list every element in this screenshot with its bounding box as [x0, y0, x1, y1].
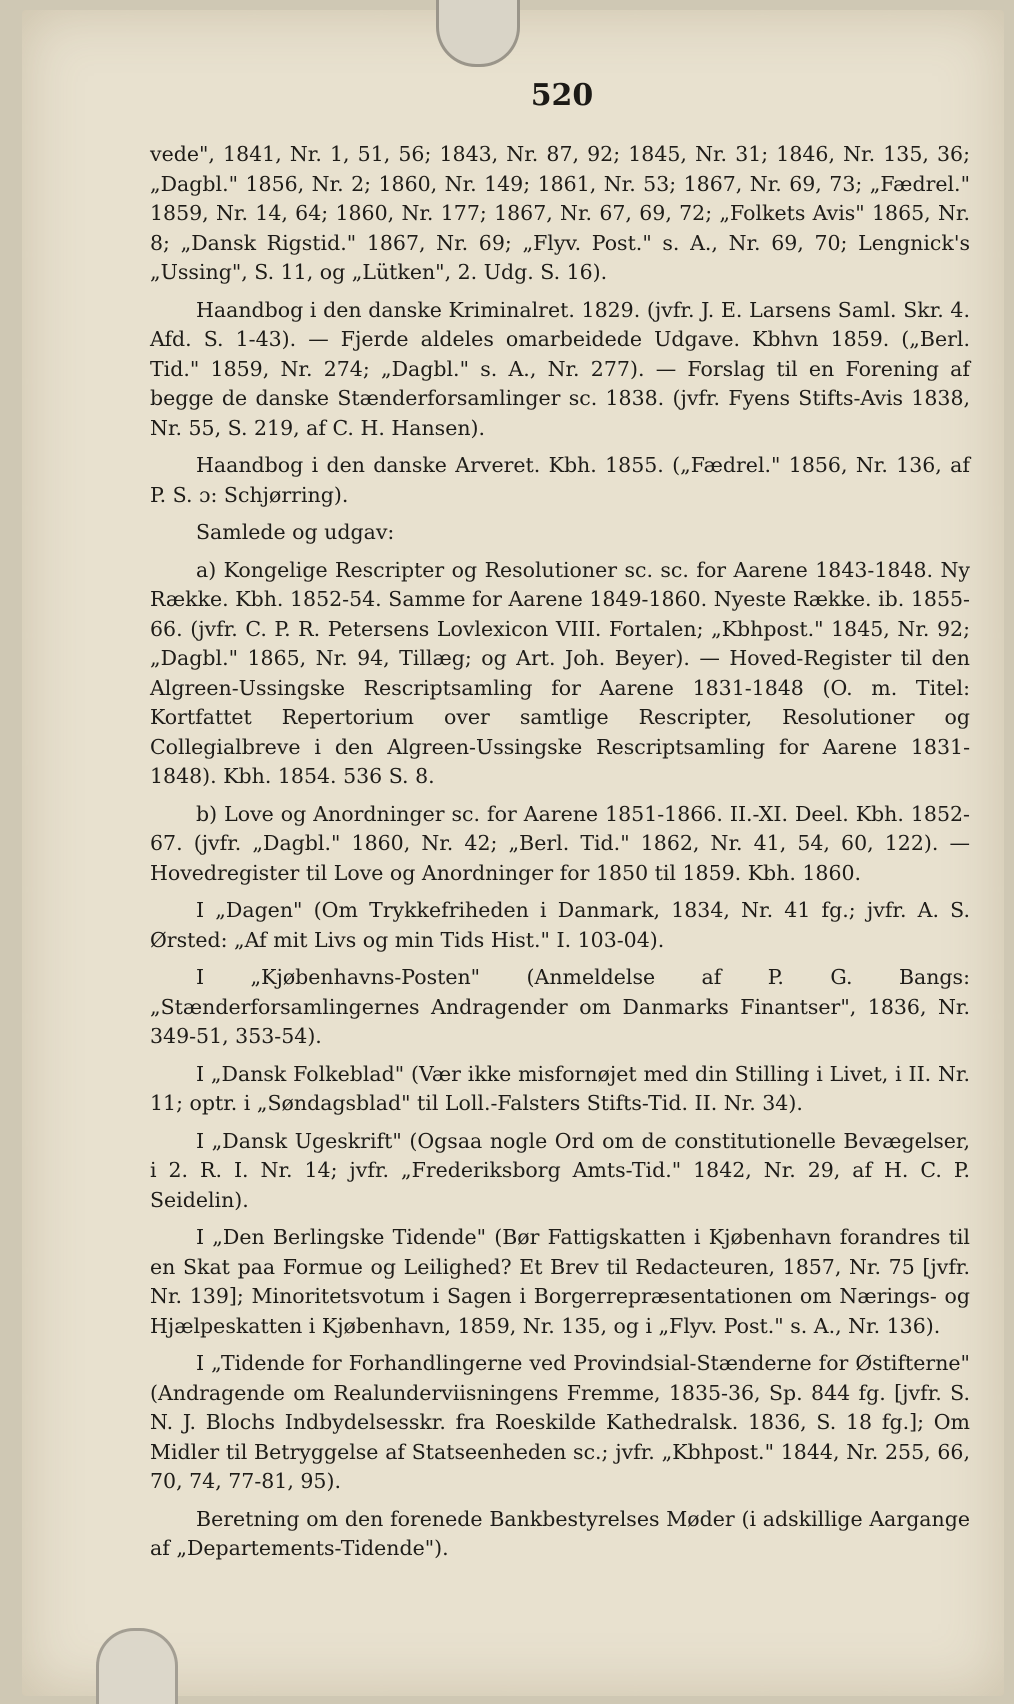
paragraph: I „Kjøbenhavns-Posten" (Anmeldelse af P. G. Bangs: „Stænderforsamlingernes Andragender om Danmarks Finantser", 1836, Nr. 349-51, 353-54).: [150, 965, 970, 1048]
paragraph: I „Dagen" (Om Trykkefriheden i Danmark, 1834, Nr. 41 fg.; jvfr. A. S. Ørsted: „Af mit Livs og min Tids Hist." I. 103-04).: [150, 898, 970, 952]
paragraph: I „Den Berlingske Tidende" (Bør Fattigskatten i Kjøbenhavn forandres til en Skat paa Formue og Leilighed? Et Brev til Redacteuren, 1857, Nr. 75 [jvfr. Nr. 139]; Minoritetsvotum i Sagen i Borgerrepræsentationen om Nærings- og Hjælpeskatten i Kjøbenhavn, 1859, Nr. 135, og i „Flyv. Post." s. A., Nr. 136).: [150, 1225, 970, 1338]
paragraph: Haandbog i den danske Arveret. Kbh. 1855. („Fædrel." 1856, Nr. 136, af P. S. ɔ: Schjørring).: [150, 453, 970, 507]
paragraph: I „Dansk Folkeblad" (Vær ikke misfornøjet med din Stilling i Livet, i II. Nr. 11; optr. i „Søndagsblad" til Loll.-Falsters Stifts-Tid. II. Nr. 34).: [150, 1061, 970, 1115]
paragraph: Haandbog i den danske Kriminalret. 1829. (jvfr. J. E. Larsens Saml. Skr. 4. Afd. S. 1-43). — Fjerde aldeles omarbeidede Udgave. Kbhvn 1859. („Berl. Tid." 1859, Nr. 274; „Dagbl." s. A., Nr. 277). — Forslag til en Forening af begge de danske Stænderforsamlinger sc. 1838. (jvfr. Fyens Stifts-Avis 1838, Nr. 55, S. 219, af C. H. Hansen).: [150, 297, 970, 440]
paragraph: Beretning om den forenede Bankbestyrelses Møder (i adskillige Aargange af „Departements-Tidende").: [150, 1506, 970, 1560]
paragraph: I „Dansk Ugeskrift" (Ogsaa nogle Ord om de constitutionelle Bevægelser, i 2. R. I. Nr. 14; jvfr. „Frederiksborg Amts-Tid." 1842, Nr. 29, af H. C. P. Seidelin).: [150, 1128, 970, 1212]
page-body: [150, 140, 970, 1572]
paragraph: Samlede og udgav:: [196, 520, 395, 544]
page-number: 520: [530, 78, 594, 113]
paragraph: I „Tidende for Forhandlingerne ved Provindsial-Stænderne for Østifterne" (Andragende om Realunderviisningens Fremme, 1835-36, Sp. 844 fg. [jvfr. S. N. J. Blochs Indbydelsesskr. fra Roeskilde Kathedralsk. 1836, S. 18 fg.]; Om Midler til Betryggelse af Statseenheden sc.; jvfr. „Kbhpost." 1844, Nr. 255, 66, 70, 74, 77-81, 95).: [150, 1351, 970, 1493]
paragraph: b) Love og Anordninger sc. for Aarene 1851-1866. II.-XI. Deel. Kbh. 1852-67. (jvfr. „Dagbl." 1860, Nr. 42; „Berl. Tid." 1862, Nr. 41, 54, 60, 122). — Hovedregister til Love og Anordninger for 1850 til 1859. Kbh. 1860.: [150, 801, 970, 885]
paragraph: a) Kongelige Rescripter og Resolutioner sc. sc. for Aarene 1843-1848. Ny Række. Kbh. 1852-54. Samme for Aarene 1849-1860. Nyeste Række. ib. 1855-66. (jvfr. C. P. R. Petersens Lovlexicon VIII. Fortalen; „Kbhpost." 1845, Nr. 92; „Dagbl." 1865, Nr. 94, Tillæg; og Art. Joh. Beyer). — Hoved-Register til den Algreen-Ussingske Rescriptsamling for Aarene 1831-1848 (O. m. Titel: Kortfattet Repertorium over samtlige Rescripter, Resolutioner og Collegialbreve i den Algreen-Ussingske Rescriptsamling for Aarene 1831-1848). Kbh. 1854. 536 S. 8.: [150, 557, 970, 788]
page-clip-bottom: [96, 1628, 178, 1704]
paragraph: vede", 1841, Nr. 1, 51, 56; 1843, Nr. 87, 92; 1845, Nr. 31; 1846, Nr. 135, 36; „Dagbl." 1856, Nr. 2; 1860, Nr. 149; 1861, Nr. 53; 1867, Nr. 69, 73; „Fædrel." 1859, Nr. 14, 64; 1860, Nr. 177; 1867, Nr. 67, 69, 72; „Folkets Avis" 1865, Nr. 8; „Dansk Rigstid." 1867, Nr. 69; „Flyv. Post." s. A., Nr. 69, 70; Lengnick's „Ussing", S. 11, og „Lütken", 2. Udg. S. 16).: [150, 142, 970, 284]
